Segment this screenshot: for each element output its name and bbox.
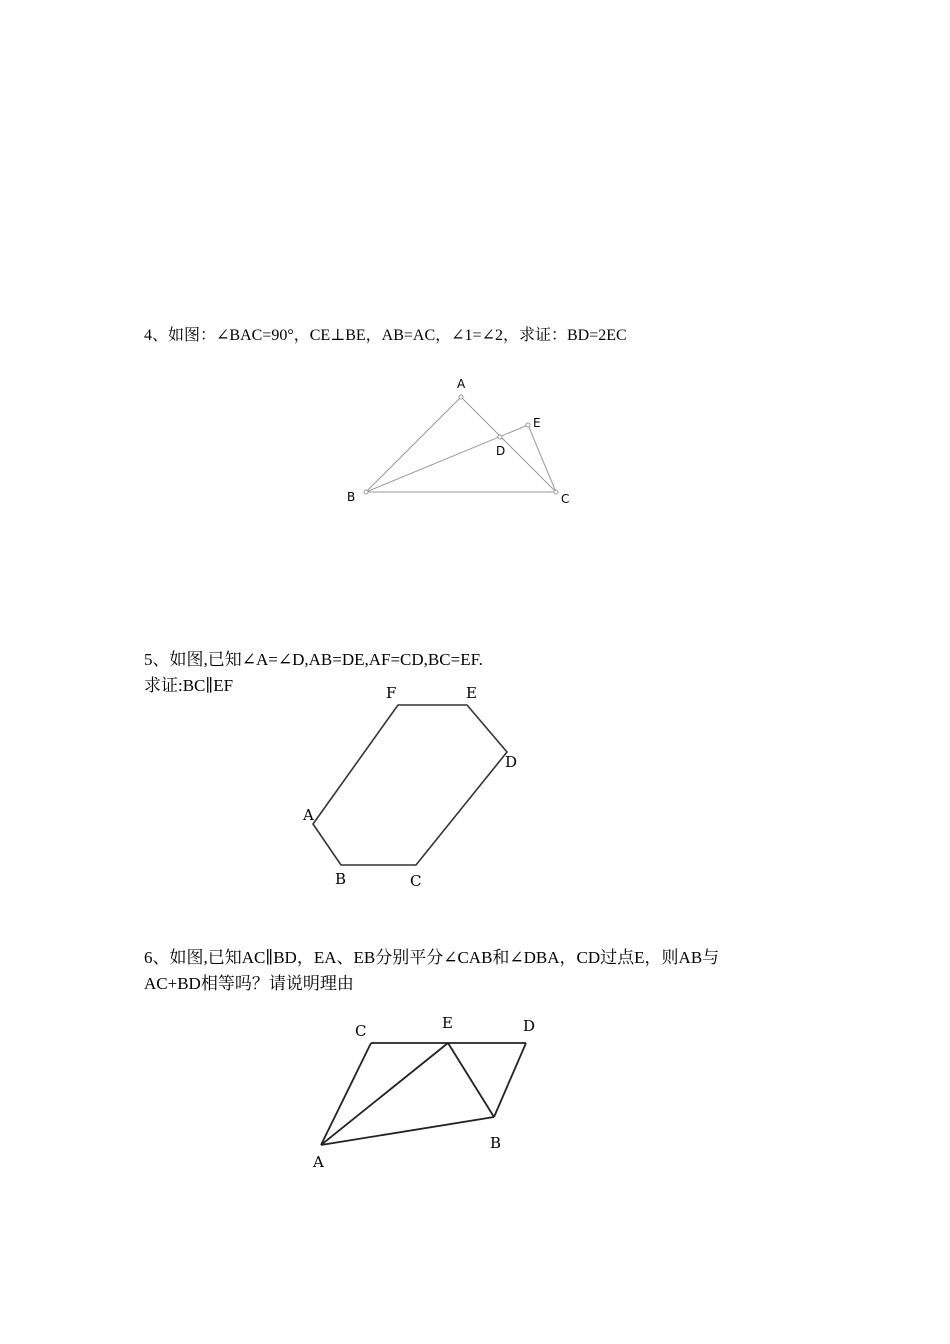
- label-B: B: [347, 490, 356, 504]
- label-C: C: [355, 1022, 367, 1040]
- label-E: E: [533, 416, 541, 430]
- problem-6-statement-line-1: 6、如图,已知AC∥BD，EA、EB分别平分∠CAB和∠DBA，CD过点E，则AB与: [144, 948, 720, 967]
- segment-CE: [528, 425, 556, 492]
- point-A: [459, 395, 463, 399]
- problem-6-statement-line-2: AC+BD相等吗？请说明理由: [144, 974, 354, 993]
- label-C: C: [410, 872, 422, 890]
- segment-AB: [321, 1117, 494, 1145]
- problem-5-statement-line-1: 5、如图,已知∠A=∠D,AB=DE,AF=CD,BC=EF.: [144, 650, 483, 669]
- problem-4-statement: 4、如图：∠BAC=90°，CE⊥BE，AB=AC，∠1=∠2，求证：BD=2EC: [144, 327, 627, 344]
- label-F: F: [386, 684, 397, 702]
- label-B: B: [490, 1134, 502, 1152]
- label-A: A: [313, 1153, 324, 1171]
- point-D: [498, 435, 502, 439]
- segment-AC: [321, 1043, 371, 1145]
- segment-AE: [321, 1043, 448, 1145]
- segment-AB: [366, 397, 461, 492]
- label-E: E: [442, 1014, 453, 1032]
- point-E: [526, 423, 530, 427]
- label-C: C: [561, 492, 570, 506]
- segment-BE: [366, 425, 528, 492]
- point-B: [364, 490, 368, 494]
- hexagon-ABCDEF: [313, 705, 507, 865]
- segment-BE: [448, 1043, 494, 1117]
- segment-AC: [461, 397, 556, 492]
- label-A: A: [303, 806, 314, 824]
- label-D: D: [496, 444, 506, 458]
- label-E: E: [466, 684, 477, 702]
- label-A: A: [457, 377, 466, 391]
- label-B: B: [335, 870, 347, 888]
- segment-BD: [494, 1043, 526, 1117]
- problem-5-statement-line-2: 求证:BC∥EF: [144, 676, 234, 695]
- label-D: D: [505, 753, 518, 771]
- point-C: [554, 490, 558, 494]
- label-D: D: [523, 1017, 536, 1035]
